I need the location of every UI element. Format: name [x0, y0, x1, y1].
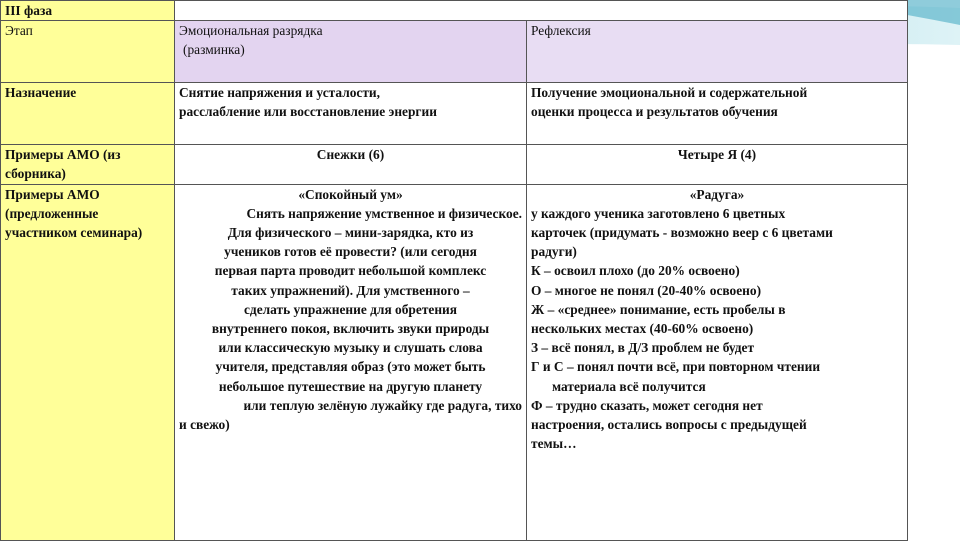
participant-emotional-line: и свежо) [179, 417, 230, 433]
participant-emotional-line: учителя, представляя образ (это может быть [215, 359, 486, 375]
participant-label-cell [1, 184, 175, 540]
purpose-label-cell [1, 83, 175, 145]
participant-reflection-line: нескольких местах (40-60% освоено) [531, 321, 754, 337]
participant-emotional-line: первая парта проводит небольшой комплекс [214, 263, 487, 279]
participant-reflection-line: К – освоил плохо (до 20% освоено) [531, 263, 740, 279]
participant-emotional-line: небольшое путешествие на другую планету [218, 378, 483, 394]
purpose-reflection-line: оценки процесса и результатов обучения [531, 104, 778, 120]
purpose-emotional-cell [175, 83, 527, 145]
participant-emotional-line: Снять напряжение умственное и физическое. [246, 205, 522, 221]
participant-emotional-title: «Спокойный ум» [298, 186, 403, 202]
stage-label: Этап [5, 23, 33, 39]
stage-label-cell [1, 21, 175, 83]
participant-emotional-line: внутреннего покоя, включить звуки природы [211, 321, 490, 337]
phase-title-empty-cell [175, 1, 908, 21]
participant-reflection-title: «Радуга» [689, 186, 745, 202]
purpose-emotional-line: Снятие напряжения и усталости, [179, 85, 380, 101]
participant-label-line: Примеры АМО [5, 186, 100, 202]
collection-label-line: сборника) [5, 166, 66, 182]
stage-reflection-cell [527, 21, 908, 83]
participant-label-line: участником семинара) [5, 225, 143, 241]
collection-emotional-cell [175, 145, 527, 184]
phase-title-cell [1, 1, 175, 21]
participant-reflection-line: Ф – трудно сказать, может сегодня нет [531, 397, 763, 413]
purpose-emotional-line: расслабление или восстановление энергии [179, 104, 437, 120]
participant-emotional-line: таких упражнений). Для умственного – [231, 282, 470, 298]
participant-label-line: (предложенные [5, 205, 99, 221]
purpose-label: Назначение [5, 85, 77, 101]
participant-reflection-line: О – многое не понял (20-40% освоено) [531, 282, 762, 298]
purpose-reflection-cell [527, 83, 908, 145]
participant-reflection-line: у каждого ученика заготовлено 6 цветных [531, 205, 786, 221]
participant-emotional-line: или теплую зелёную лужайку где радуга, тихо [243, 397, 522, 413]
purpose-reflection-line: Получение эмоциональной и содержательной [531, 85, 808, 101]
participant-emotional-line: или классическую музыку и слушать слова [218, 340, 483, 356]
collection-reflection-example: Четыре Я (4) [677, 147, 757, 163]
participant-emotional-line: сделать упражнение для обретения [243, 301, 458, 317]
participant-emotional-line: Для физического – мини-зарядка, кто из [227, 225, 474, 241]
phase-title: III фаза [5, 3, 53, 18]
participant-reflection-line: З – всё понял, в Д/З проблем не будет [531, 340, 755, 356]
stage-reflection-title: Рефлексия [531, 23, 591, 39]
participant-reflection-line: материала всё получится [552, 378, 706, 394]
stage-emotional-cell [175, 21, 527, 83]
participant-reflection-line: темы… [531, 436, 577, 452]
collection-emotional-example: Снежки (6) [316, 147, 385, 163]
participant-reflection-line: радуги) [531, 244, 577, 260]
participant-reflection-line: Ж – «среднее» понимание, есть пробелы в [531, 301, 786, 317]
participant-reflection-line: настроения, остались вопросы с предыдущей [531, 417, 807, 433]
collection-label-line: Примеры АМО (из [5, 147, 121, 163]
participant-emotional-cell [175, 184, 527, 540]
collection-reflection-cell [527, 145, 908, 184]
participant-reflection-line: Г и С – понял почти всё, при повторном чтении [531, 359, 821, 375]
stage-emotional-subtitle: (разминка) [183, 42, 245, 58]
collection-label-cell [1, 145, 175, 184]
stage-emotional-title: Эмоциональная разрядка [179, 23, 323, 39]
participant-reflection-cell [527, 184, 908, 540]
participant-reflection-line: карточек (придумать - возможно веер с 6 цветами [531, 225, 833, 241]
participant-emotional-line: учеников готов её провести? (или сегодня [224, 244, 477, 260]
